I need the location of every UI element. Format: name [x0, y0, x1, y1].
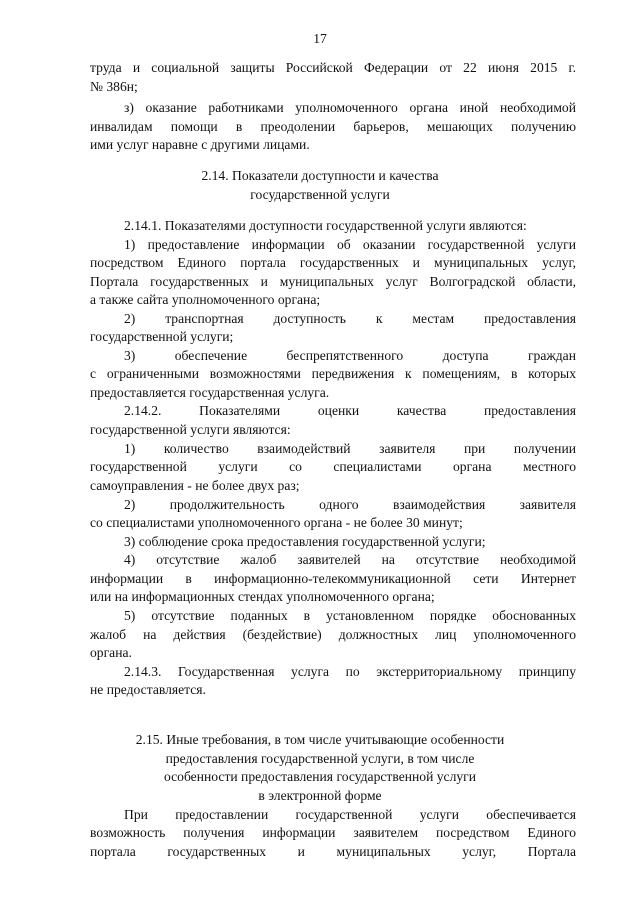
text-line: 3) обеспечение беспрепятственного доступа граждан [124, 348, 576, 363]
text-line: Портала государственных и муниципальных услуг Волгоградской области, [90, 274, 576, 289]
text-line: портала государственных и муниципальных услуг, Портала [90, 844, 576, 859]
text-line: 2.14.2. Показателями оценки качества предоставления [124, 403, 576, 418]
text-line: с ограниченными возможностями передвижения к помещениям, в которых [90, 366, 576, 381]
text-line: 1) количество взаимодействий заявителя при получении [124, 441, 576, 456]
text-line: 3) соблюдение срока предоставления государственной услуги; [124, 534, 486, 549]
text-line: жалоб на действия (бездействие) должностных лиц уполномоченного [90, 627, 576, 642]
text-line: посредством Единого портала государственных и муниципальных услуг, [90, 255, 576, 270]
text-line: государственной услуги; [90, 329, 234, 344]
text-line: а также сайта уполномоченного органа; [90, 292, 321, 307]
text-line: не предоставляется. [90, 682, 206, 697]
text-line: или на информационных стендах уполномоченного органа; [90, 589, 435, 604]
text-line: предоставляется государственная услуга. [90, 385, 330, 400]
section-heading: 2.14. Показатели доступности и качества [201, 168, 439, 183]
section-heading: в электронной форме [258, 788, 382, 803]
text-line: 5) отсутствие поданных в установленном порядке обоснованных [124, 608, 576, 623]
text-line: При предоставлении государственной услуги обеспечивается [124, 807, 576, 822]
text-line: 2) продолжительность одного взаимодействия заявителя [124, 497, 576, 512]
text-line: со специалистами уполномоченного органа - не более 30 минут; [90, 515, 463, 530]
text-line: 2.14.3. Государственная услуга по экстерриториальному принципу [124, 664, 576, 679]
text-line: самоуправления - не более двух раз; [90, 478, 300, 493]
section-heading: предоставления государственной услуги, в том числе [165, 751, 475, 766]
text-line: государственной услуги со специалистами органа местного [90, 459, 576, 474]
text-line: информации в информационно-телекоммуникационной сети Интернет [90, 571, 576, 586]
text-line: государственной услуги являются: [90, 422, 291, 437]
text-line: 2.14.1. Показателями доступности государственной услуги являются: [124, 218, 527, 233]
text-line: органа. [90, 645, 132, 660]
text-line: з) оказание работниками уполномоченного органа иной необходимой [124, 100, 576, 115]
section-heading: 2.15. Иные требования, в том числе учитывающие особенности [135, 732, 505, 747]
text-line: 2) транспортная доступность к местам предоставления [124, 311, 576, 326]
text-line: ими услуг наравне с другими лицами. [90, 137, 310, 152]
text-line: № 386н; [90, 79, 138, 94]
text-line: 4) отсутствие жалоб заявителей на отсутствие необходимой [124, 552, 576, 567]
text-line: инвалидам помощи в преодолении барьеров, мешающих получению [90, 119, 576, 134]
text-line: труда и социальной защиты Российской Федерации от 22 июня 2015 г. [90, 60, 576, 75]
section-heading: государственной услуги [250, 187, 390, 202]
text-line: 1) предоставление информации об оказании государственной услуги [124, 237, 576, 252]
section-heading: особенности предоставления государственной услуги [163, 769, 477, 784]
page-number: 17 [313, 31, 327, 46]
text-line: возможность получения информации заявителем посредством Единого [90, 825, 576, 840]
